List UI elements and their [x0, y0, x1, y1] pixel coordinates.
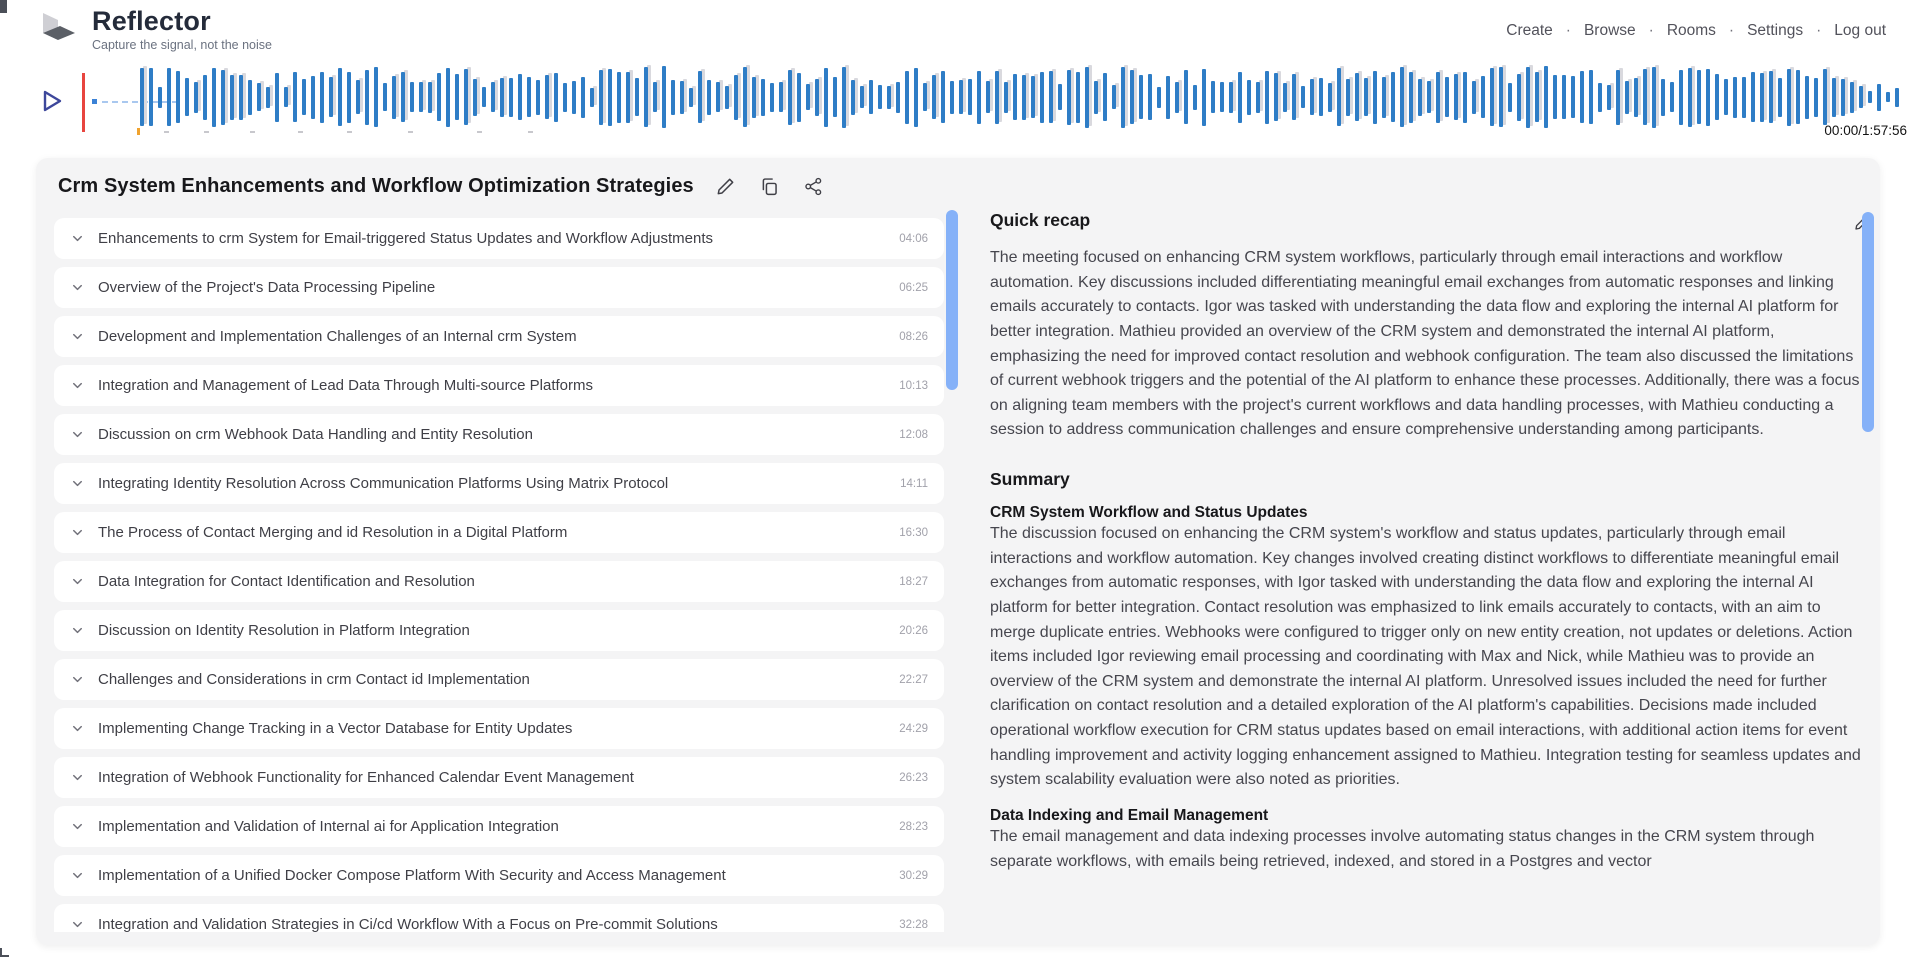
topic-title: Integration and Management of Lead Data Through Multi-source Platforms	[98, 377, 593, 394]
topic-title: Development and Implementation Challenges of an Internal crm System	[98, 328, 577, 345]
chevron-down-icon[interactable]	[68, 328, 86, 346]
waveform[interactable]	[140, 62, 1907, 132]
chevron-down-icon[interactable]	[68, 377, 86, 395]
brand-text	[92, 7, 272, 52]
topic-timestamp: 24:29	[899, 722, 928, 735]
top-nav	[1506, 22, 1886, 40]
topic-title: Implementation of a Unified Docker Compose Platform With Security and Access Management	[98, 867, 726, 884]
topic-marker	[164, 131, 169, 133]
chevron-down-icon[interactable]	[68, 867, 86, 885]
brand[interactable]	[38, 7, 272, 53]
topic-timestamp: 22:27	[899, 673, 928, 686]
nav-link[interactable]: Log out	[1834, 22, 1886, 39]
chevron-down-icon[interactable]	[68, 916, 86, 933]
topic-marker	[347, 131, 352, 133]
topic-row[interactable]	[54, 904, 944, 932]
topic-timestamp: 16:30	[899, 526, 928, 539]
chevron-down-icon[interactable]	[68, 720, 86, 738]
copy-title-button[interactable]	[758, 174, 782, 198]
topic-row[interactable]	[54, 806, 944, 847]
topic-title: Challenges and Considerations in crm Contact id Implementation	[98, 671, 530, 688]
topic-row[interactable]	[54, 365, 944, 406]
app-title: Reflector	[92, 6, 211, 36]
topic-title: Discussion on crm Webhook Data Handling and Entity Resolution	[98, 426, 533, 443]
quick-recap-body: The meeting focused on enhancing CRM system workflows, particularly through email interactions and workflow automation. Key discussions included differentiating meaningful email exchanges from automatic responses and linking emails accurately to contacts. Igor was tasked with understanding the data flow and exploring the internal AI platform for better integration. Mathieu provided an overview of the CRM system and demonstrated the internal AI platform, emphasizing the need for improved contact resolution and webhook configuration. The team also discussed the limitations of current webhook triggers and the potential of the AI platform to enhance these processes. Additionally, there was a focus on aligning team members with the project's current workflows and data handling processes, with Mathieu conducting a session to address communication challenges and ensure comprehensive understanding among participants.	[990, 249, 1860, 439]
meeting-card	[36, 158, 1880, 945]
topic-timestamp: 06:25	[899, 281, 928, 294]
topic-timestamp: 26:23	[899, 771, 928, 784]
topic-row[interactable]	[54, 708, 944, 749]
edit-title-button[interactable]	[714, 174, 738, 198]
topic-timestamp: 12:08	[899, 428, 928, 441]
topic-title: Integration of Webhook Functionality for Enhanced Calendar Event Management	[98, 769, 634, 786]
topic-row[interactable]	[54, 218, 944, 259]
topic-row[interactable]	[54, 512, 944, 553]
summary-scrollbar-thumb[interactable]	[1862, 212, 1874, 432]
topic-title: The Process of Contact Merging and id Resolution in a Digital Platform	[98, 524, 568, 541]
topics-scrollbar-thumb[interactable]	[946, 210, 958, 390]
waveform-annotation-strip	[36, 128, 1907, 138]
chevron-down-icon[interactable]	[68, 279, 86, 297]
quick-recap-heading: Quick recap	[990, 210, 1091, 230]
time-display: 00:00/1:57:56	[1824, 123, 1907, 138]
topic-row[interactable]	[54, 855, 944, 896]
chevron-down-icon[interactable]	[68, 426, 86, 444]
playhead-cursor[interactable]	[82, 73, 85, 132]
audio-player	[36, 62, 1907, 138]
summary-section	[990, 807, 1874, 874]
share-button[interactable]	[802, 174, 826, 198]
summary-section-heading: CRM System Workflow and Status Updates	[990, 504, 1308, 521]
topics-list	[54, 218, 944, 932]
reflector-logo-icon	[38, 9, 80, 53]
topic-row[interactable]	[54, 463, 944, 504]
topic-marker	[408, 131, 413, 133]
topic-timestamp: 04:06	[899, 232, 928, 245]
nav-link[interactable]: Rooms	[1666, 22, 1716, 39]
topic-row[interactable]	[54, 414, 944, 455]
topic-timestamp: 14:11	[900, 477, 928, 490]
summary-heading: Summary	[990, 469, 1070, 489]
chevron-down-icon[interactable]	[68, 671, 86, 689]
play-icon	[38, 87, 66, 115]
share-icon	[803, 176, 824, 197]
topic-row[interactable]	[54, 316, 944, 357]
nav-separator: ·	[1816, 22, 1822, 39]
chevron-down-icon[interactable]	[68, 524, 86, 542]
topic-row[interactable]	[54, 757, 944, 798]
chevron-down-icon[interactable]	[68, 622, 86, 640]
topic-row[interactable]	[54, 561, 944, 602]
summary-section-body: The discussion focused on enhancing the CRM system's workflow and status updates, particularly through email interactions and workflow automation. Key changes involved creating distinct workflows to differentiate meaningful email exchanges from automatic responses, with Igor tasked with understanding the data flow and exploring the internal AI platform for better integration. Contact resolution was emphasized to link emails accurately to contacts, with an aim to merge duplicate entries. Webhooks were configured to trigger only on new entity creation, not updates or deletions. Action items included Igor reviewing email processing and coordinating with Max and Nick, while Mathieu was to provide an overview of the CRM system and demonstrate the internal AI platform. Unresolved issues included the need for further clarification on contact resolution and a detailed exploration of the AI platform's capabilities. Decisions made included operational workflow execution for CRM status updates based on email interactions, with additional action items for event handling improvement and activity logging enhancement assigned to Mathieu. Integration testing for seamless updates and system scalability evaluation were also noted as priorities.	[990, 525, 1861, 789]
topic-title: Integration and Validation Strategies in Ci/cd Workflow With a Focus on Pre-commit Solutions	[98, 916, 718, 932]
topic-timestamp: 30:29	[899, 869, 928, 882]
pencil-icon	[715, 176, 736, 197]
topic-row[interactable]	[54, 267, 944, 308]
summary-section-heading: Data Indexing and Email Management	[990, 806, 1269, 824]
topic-marker	[528, 131, 533, 133]
nav-separator: ·	[1648, 22, 1654, 39]
chevron-down-icon[interactable]	[68, 230, 86, 248]
topic-marker	[250, 131, 255, 133]
topic-title: Overview of the Project's Data Processing Pipeline	[98, 279, 436, 296]
topic-timestamp: 08:26	[899, 330, 928, 343]
nav-link[interactable]: Browse	[1583, 22, 1636, 39]
chevron-down-icon[interactable]	[68, 769, 86, 787]
topic-timestamp: 18:27	[899, 575, 928, 588]
topic-title: Implementation and Validation of Internal ai for Application Integration	[98, 818, 559, 835]
topic-marker	[298, 131, 303, 133]
chevron-down-icon[interactable]	[68, 818, 86, 836]
chevron-down-icon[interactable]	[68, 475, 86, 493]
nav-separator: ·	[1565, 22, 1571, 39]
quick-recap-header	[990, 210, 1874, 234]
summary-section-body: The email management and data indexing processes involve automating status changes in the CRM system through separate workflows, with emails being retrieved, indexed, and stored in a Postgres and vector	[990, 827, 1815, 870]
topic-row[interactable]	[54, 610, 944, 651]
topic-title: Data Integration for Contact Identification and Resolution	[98, 573, 475, 590]
play-button[interactable]	[38, 87, 66, 115]
summary-section	[990, 504, 1874, 793]
nav-link[interactable]: Create	[1506, 22, 1553, 39]
topic-title: Enhancements to crm System for Email-triggered Status Updates and Workflow Adjustments	[98, 230, 713, 247]
meeting-titlebar	[58, 174, 826, 198]
summary-panel	[990, 210, 1874, 938]
screenshot-artifact-bottom-left	[0, 948, 9, 957]
copy-icon	[759, 176, 780, 197]
topic-marker	[477, 131, 482, 133]
topic-timestamp: 32:28	[899, 918, 928, 931]
nav-link[interactable]: Settings	[1747, 22, 1804, 39]
nav-separator: ·	[1728, 22, 1735, 39]
app-header	[0, 0, 1924, 58]
chevron-down-icon[interactable]	[68, 573, 86, 591]
topic-title: Implementing Change Tracking in a Vector Database for Entity Updates	[98, 720, 573, 737]
meeting-title: Crm System Enhancements and Workflow Optimization Strategies	[58, 174, 694, 197]
topic-marker-orange	[137, 128, 140, 135]
topic-row[interactable]	[54, 659, 944, 700]
app-tagline: Capture the signal, not the noise	[92, 37, 272, 52]
topic-timestamp: 10:13	[899, 379, 928, 392]
topic-title: Integrating Identity Resolution Across Communication Platforms Using Matrix Protocol	[98, 475, 669, 492]
topic-marker	[204, 131, 209, 133]
waveform-silence-dot	[92, 99, 97, 104]
topic-timestamp: 20:26	[899, 624, 928, 637]
topic-timestamp: 28:23	[899, 820, 928, 833]
topic-title: Discussion on Identity Resolution in Platform Integration	[98, 622, 470, 639]
